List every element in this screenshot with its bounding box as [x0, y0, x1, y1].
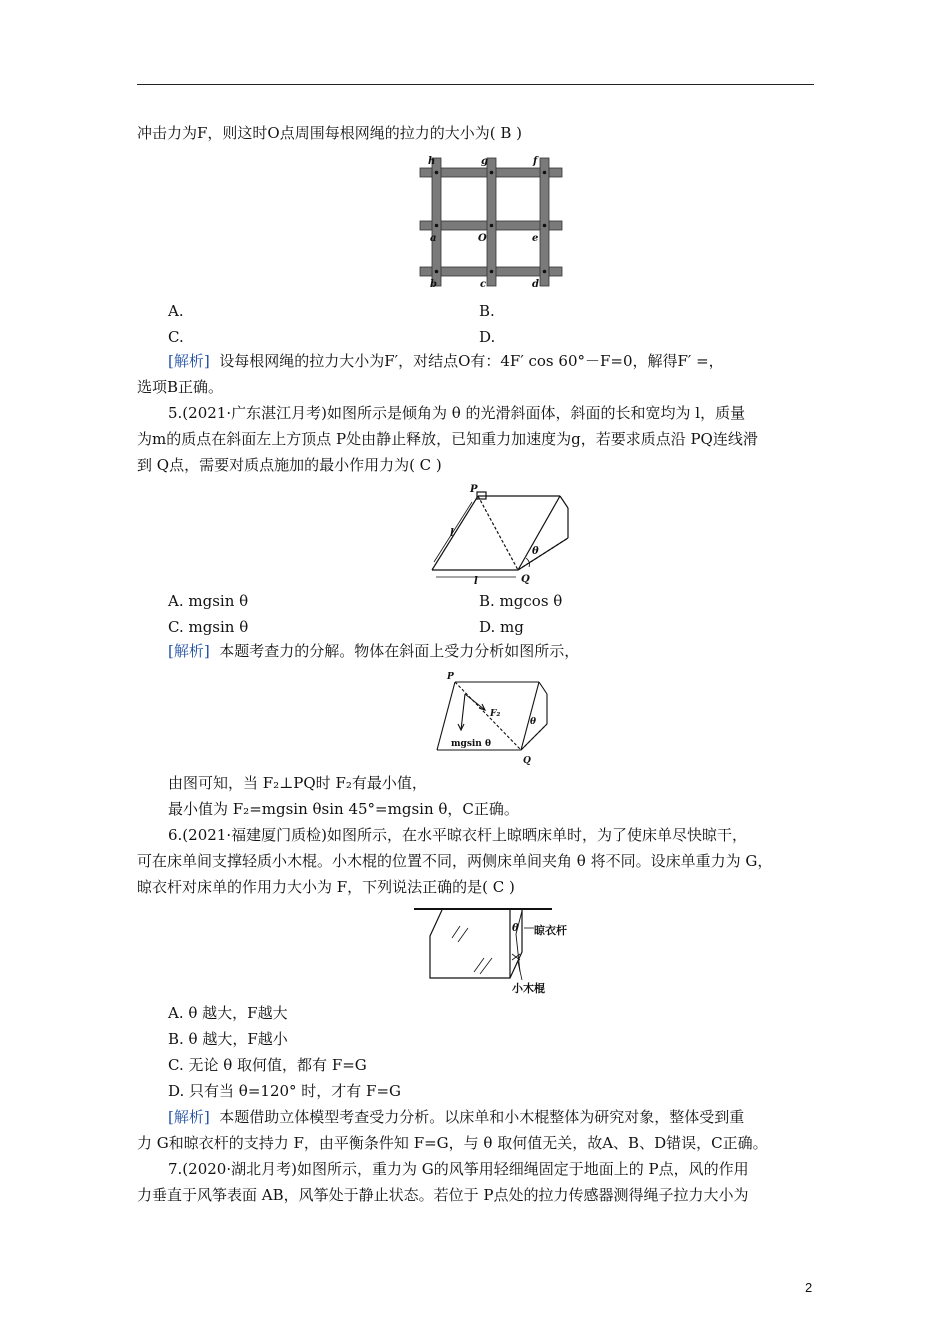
net-rope-v3: [540, 158, 549, 286]
net-label-d: d: [532, 279, 539, 290]
solution-tag: [解析]: [168, 1108, 210, 1126]
q4-option-d: D.: [479, 328, 496, 346]
force-label-mgsin: mgsin θ: [451, 739, 491, 749]
bedsheet-gloss-2: [458, 928, 468, 942]
page-number: 2: [805, 1280, 813, 1295]
force-label-F2: F₂: [490, 709, 501, 719]
slope-left-edge: [432, 496, 478, 570]
slope-label-Q: Q: [521, 574, 530, 585]
bedsheet-gloss-1: [452, 926, 460, 938]
bedsheet-figure: [412, 900, 587, 1000]
q5-solution-line2: 由图可知，当 F₂⊥PQ时 F₂有最小值，: [168, 774, 427, 792]
q4-option-a: A.: [168, 302, 184, 320]
bedsheet-gloss-3: [474, 958, 484, 972]
force-label-P: P: [447, 672, 454, 682]
q6-solution-line2: 力 G和晾衣杆的支持力 F，由平衡条件知 F=G，与 θ 取何值无关，故A、B、D错误，C正确。: [137, 1134, 768, 1152]
slope-right-diagonal: [518, 496, 560, 570]
bedsheet-outline: [430, 910, 522, 978]
net-label-O: O: [478, 233, 487, 244]
header-rule: [137, 84, 814, 85]
q6-stem-line2: 可在床单间支撑轻质小木棍。小木棍的位置不同，两侧床单间夹角 θ 将不同。设床单重力为 G，: [137, 852, 773, 870]
force-figure: [433, 668, 553, 766]
q6-option-b: B. θ 越大，F越小: [168, 1030, 288, 1048]
q4-option-c: C.: [168, 328, 184, 346]
force-mgsin-arrow: [461, 694, 465, 730]
q5-stem-line3: 到 Q点，需要对质点施加的最小作用力为( C ): [137, 456, 442, 474]
q5-option-b: B. mgcos θ: [479, 592, 563, 610]
net-rope-v2: [487, 158, 496, 286]
force-f2-arrow: [465, 694, 485, 710]
bedsheet-label-theta: θ: [512, 923, 519, 934]
q6-option-a: A. θ 越大，F越大: [168, 1004, 288, 1022]
q7-stem-line2: 力垂直于风筝表面 AB，风筝处于静止状态。若位于 P点处的拉力传感器测得绳子拉力大小为: [137, 1186, 749, 1204]
force-label-theta: θ: [530, 717, 537, 727]
net-label-h: h: [428, 156, 436, 167]
net-grid-figure: [418, 150, 568, 292]
slope-back-top: [560, 496, 568, 508]
q5-stem-line1: 5.(2021·广东湛江月考)如图所示是倾角为 θ 的光滑斜面体，斜面的长和宽均为 l，质量: [168, 404, 746, 422]
solution-tag: [解析]: [168, 642, 210, 660]
slope-figure: [420, 478, 580, 586]
slope-label-theta: θ: [532, 546, 539, 557]
q4-solution-text: 设每根网绳的拉力大小为F′，对结点O有：4F′ cos 60°－F=0，解得F′ =，: [219, 352, 724, 370]
q6-stem-line3: 晾衣杆对床单的作用力大小为 F，下列说法正确的是( C ): [137, 878, 515, 896]
q4-stem-line: 冲击力为F，则这时O点周围每根网绳的拉力的大小为( B ): [137, 124, 522, 142]
net-label-e: e: [532, 233, 539, 244]
q5-option-c: C. mgsin θ: [168, 618, 249, 636]
stick-leader: [518, 962, 522, 980]
q6-solution-line1: [168, 1106, 744, 1128]
force-right-edge: [521, 682, 539, 750]
force-label-Q: Q: [523, 756, 531, 766]
bedsheet-label-stick: 小木棍: [512, 982, 545, 995]
net-label-g: g: [481, 156, 488, 167]
q5-solution-text: 本题考查力的分解。物体在斜面上受力分析如图所示，: [219, 642, 580, 660]
slope-label-P: P: [470, 484, 478, 495]
q6-solution-text: 本题借助立体模型考查受力分析。以床单和小木棍整体为研究对象，整体受到重: [219, 1108, 745, 1126]
net-label-b: b: [430, 279, 437, 290]
force-back-top: [539, 682, 547, 694]
net-label-f: f: [533, 156, 538, 167]
q6-option-c: C. 无论 θ 取何值，都有 F=G: [168, 1056, 367, 1074]
slope-theta-arc: [526, 558, 530, 567]
q5-option-d: D. mg: [479, 618, 524, 636]
stick-line-lower: [516, 934, 520, 972]
q6-option-d: D. 只有当 θ=120° 时，才有 F=G: [168, 1082, 402, 1100]
net-label-c: c: [480, 279, 487, 290]
q5-solution-line1: [168, 640, 579, 662]
net-label-a: a: [430, 233, 437, 244]
q4-option-b: B.: [479, 302, 495, 320]
slope-label-l-side: l: [450, 528, 454, 539]
bedsheet-label-pole: 晾衣杆: [534, 924, 567, 937]
net-rope-v1: [432, 158, 441, 286]
solution-tag: [解析]: [168, 352, 210, 370]
slope-pq-line: [478, 496, 518, 570]
q6-stem-line1: 6.(2021·福建厦门质检)如图所示，在水平晾衣杆上晾晒床单时，为了使床单尽快晾干，: [168, 826, 747, 844]
q4-solution-line1: [168, 350, 724, 372]
q5-option-a: A. mgsin θ: [168, 592, 249, 610]
q4-solution-line2: 选项B正确。: [137, 378, 224, 396]
slope-label-l-bottom: l: [474, 576, 478, 586]
q7-stem-line1: 7.(2020·湖北月考)如图所示，重力为 G的风筝用轻细绳固定于地面上的 P点，风的作用: [168, 1160, 749, 1178]
q5-solution-line3: 最小值为 F₂=mgsin θsin 45°=mgsin θ，C正确。: [168, 800, 519, 818]
q5-stem-line2: 为m的质点在斜面左上方顶点 P处由静止释放，已知重力加速度为g，若要求质点沿 PQ连线滑: [137, 430, 758, 448]
